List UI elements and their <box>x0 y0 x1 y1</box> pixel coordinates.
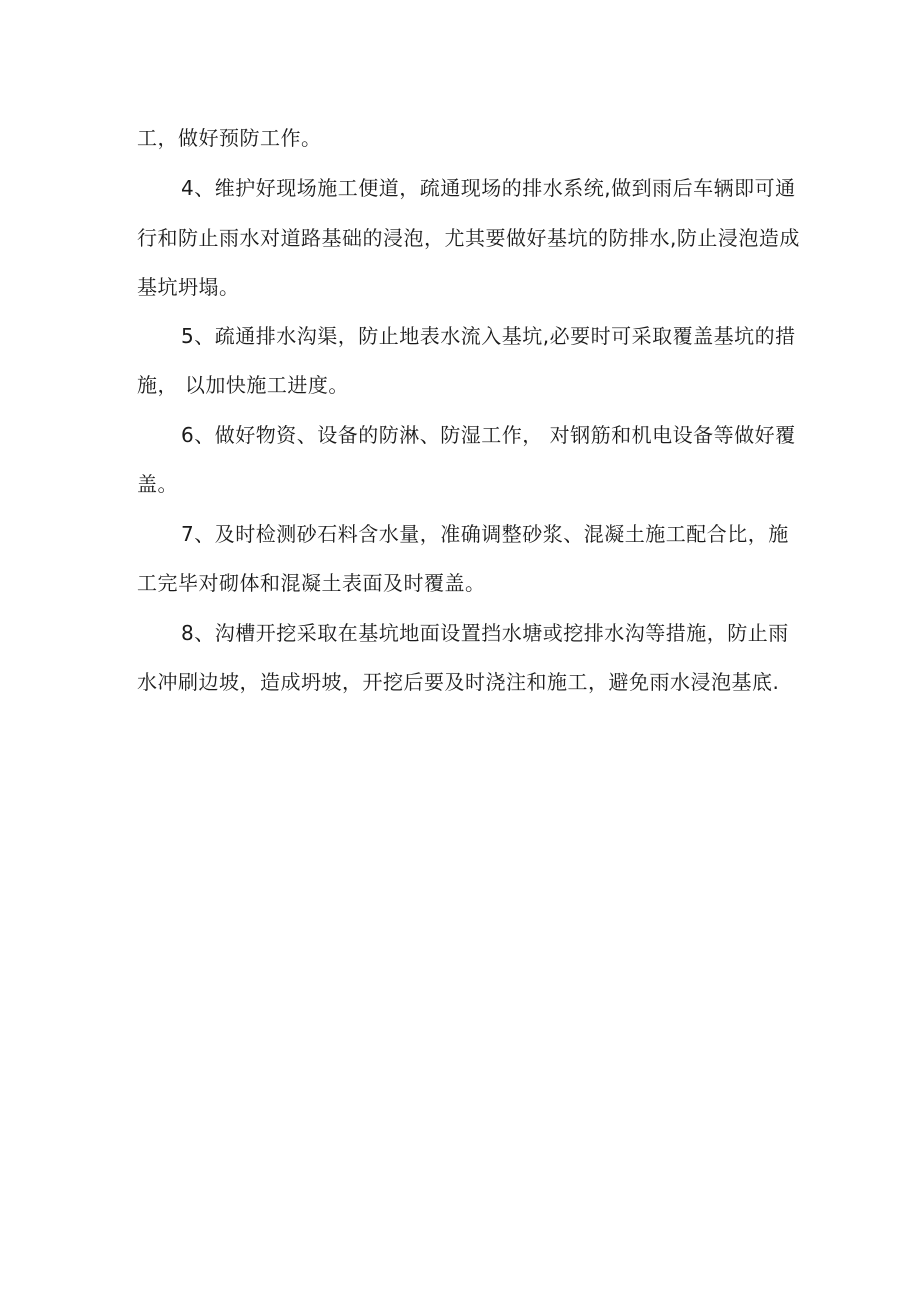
item-5-line-2: 施， 以加快施工进度。 <box>137 373 349 397</box>
item-5-line-1: 5、疏通排水沟渠，防止地表水流入基坑,必要时可采取覆盖基坑的措 <box>181 324 796 348</box>
item-8-line-1: 8、沟槽开挖采取在基坑地面设置挡水塘或挖排水沟等措施，防止雨 <box>181 621 789 645</box>
item-7-line-1: 7、及时检测砂石料含水量，准确调整砂浆、混凝土施工配合比，施 <box>181 522 789 546</box>
item-6-line-2: 盖。 <box>137 472 178 496</box>
item-6-line-1: 6、做好物资、设备的防淋、防湿工作， 对钢筋和机电设备等做好覆 <box>181 423 796 447</box>
item-4-line-1: 4、维护好现场施工便道，疏通现场的排水系统,做到雨后车辆即可通 <box>181 176 796 200</box>
item-4-line-2: 行和防止雨水对道路基础的浸泡，尤其要做好基坑的防排水,防止浸泡造成 <box>137 226 800 250</box>
text-line-1: 工，做好预防工作。 <box>137 126 322 150</box>
item-4-line-3: 基坑坍塌。 <box>137 275 240 299</box>
item-8-line-2: 水冲刷边坡，造成坍坡，开挖后要及时浇注和施工，避免雨水浸泡基底. <box>137 670 780 694</box>
item-7-line-2: 工完毕对砌体和混凝土表面及时覆盖。 <box>137 571 486 595</box>
